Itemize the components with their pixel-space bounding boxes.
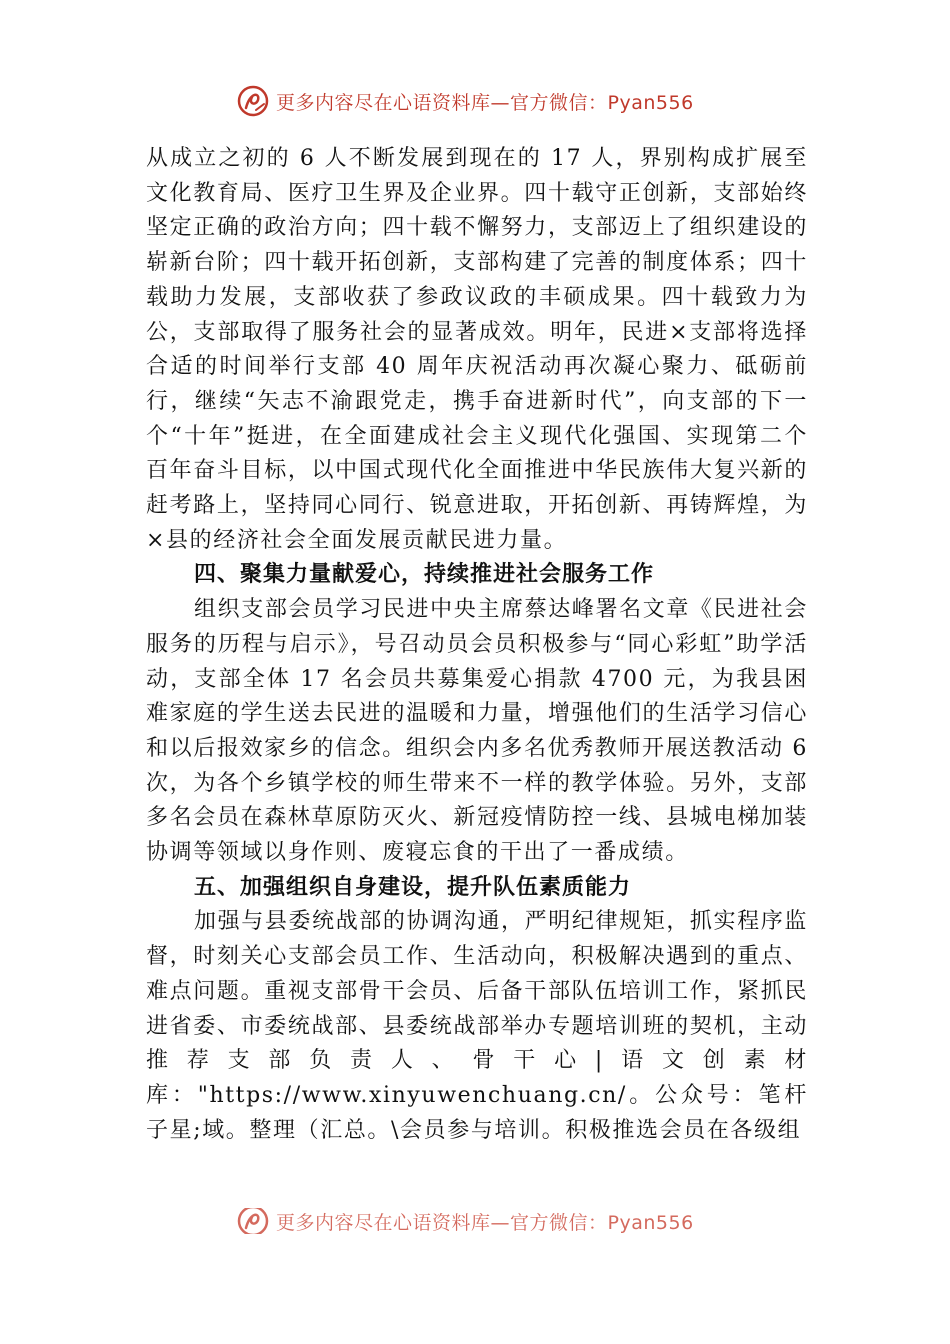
section-heading-4: 四、聚集力量献爱心，持续推进社会服务工作	[194, 562, 655, 588]
paragraph-social-service: 组织支部会员学习民进中央主席蔡达峰署名文章《民进社会服务的历程与启示》，号召动员会员积极参与“同心彩虹”助学活动，支部全体 17 名会员共募集爱心捐款 4700 元，为我县困难家庭的学生送去民进的温暖和力量，增强他们的生活学习信心和以后报效家乡的信念。组织会内多名优秀教师开展送教活动 6 次，为各个乡镇学校的师生带来不一样的教学体验。另外，支部多名会员在森林草原防灭火、新冠疫情防控一线、县城电梯加装协调等领域以身作则、废寝忘食的干出了一番成绩。	[146, 597, 808, 866]
watermark-header	[236, 84, 694, 118]
paragraph-continuation: 从成立之初的 6 人不断发展到现在的 17 人，界别构成扩展至文化教育局、医疗卫生界及企业界。四十载守正创新，支部始终坚定正确的政治方向；四十载不懈努力，支部迈上了组织建设的崭新台阶；四十载开拓创新，支部构建了完善的制度体系；四十载助力发展，支部收获了参政议政的丰硕成果。四十载致力为公，支部取得了服务社会的显著成效。明年，民进×支部将选择合适的时间举行支部 40 周年庆祝活动再次凝心聚力、砥砺前行，继续“矢志不渝跟党走，携手奋进新时代”，向支部的下一个“十年”挺进，在全面建成社会主义现代化强国、实现第二个百年奋斗目标，以中国式现代化全面推进中华民族伟大复兴新的赶考路上，坚持同心同行、锐意进取，开拓创新、再铸辉煌，为×县的经济社会全面发展贡献民进力量。	[146, 146, 808, 553]
logo-icon	[236, 84, 270, 118]
section-heading-5: 五、加强组织自身建设，提升队伍素质能力	[194, 874, 632, 900]
watermark-text-footer: 更多内容尽在心语资料库—官方微信：Pyan556	[276, 1211, 694, 1234]
watermark-footer	[236, 1208, 694, 1234]
document-body	[146, 142, 808, 1148]
logo-icon-footer	[236, 1208, 270, 1234]
paragraph-organization-building: 加强与县委统战部的协调沟通，严明纪律规矩，抓实程序监督，时刻关心支部会员工作、生活动向，积极解决遇到的重点、难点问题。重视支部骨干会员、后备干部队伍培训工作，紧抓民进省委、市委统战部、县委统战部举办专题培训班的契机，主动推荐支部负责人、骨干心|语文创素材库："https://www.xinyuwenchuang.cn/。公众号：笔杆子星;域。整理（汇总。\会员参与培训。积极推选会员在各级组	[146, 909, 808, 1143]
watermark-text: 更多内容尽在心语资料库—官方微信：Pyan556	[276, 91, 694, 114]
